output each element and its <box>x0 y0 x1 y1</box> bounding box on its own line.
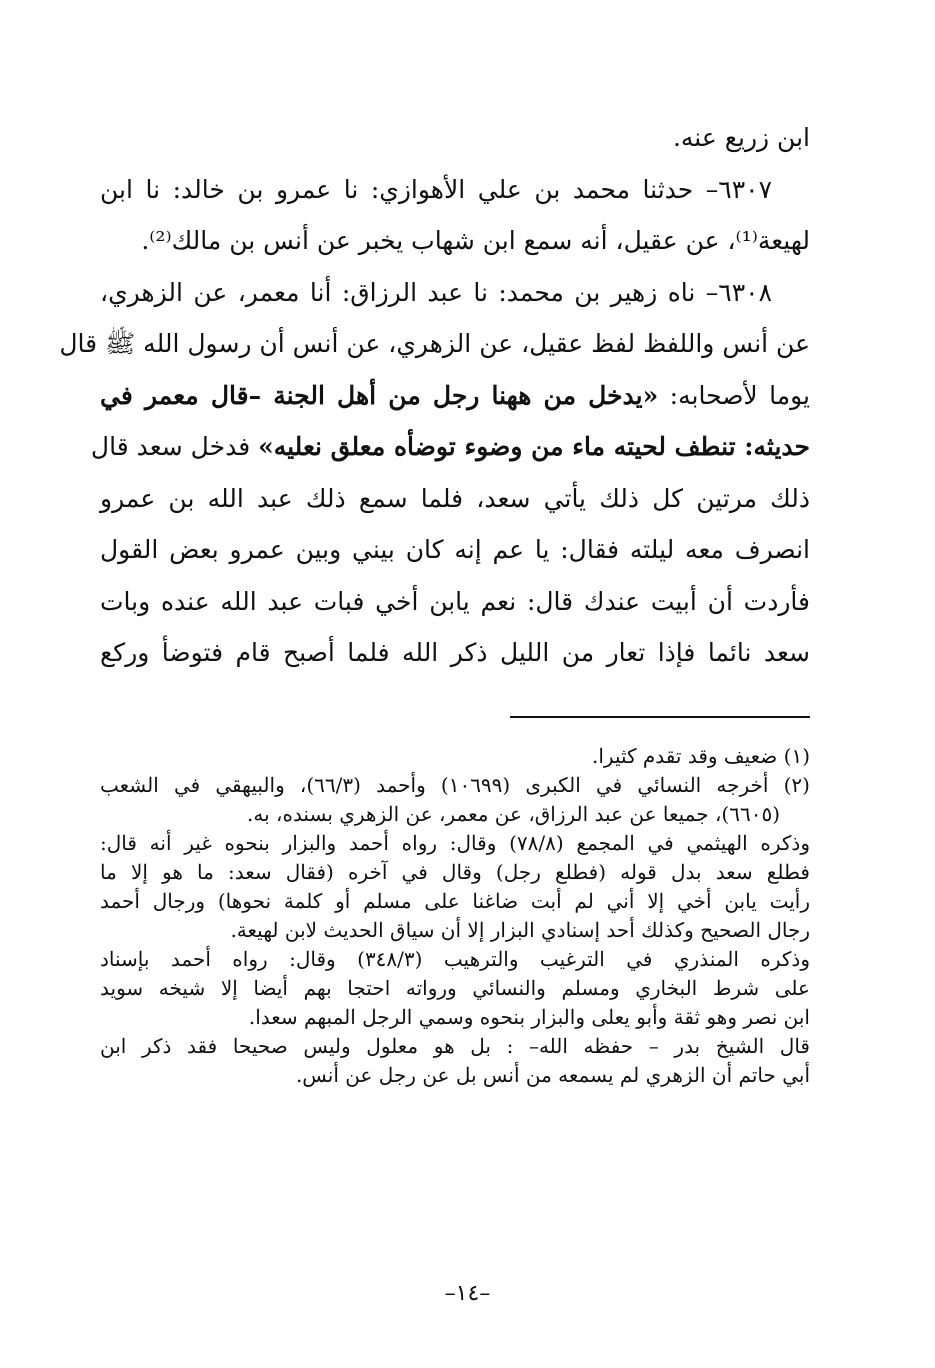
hadith-quote-bold: «يدخل من ههنا رجل من أهل الجنة –قال معمر في <box>100 380 659 410</box>
footnote-line: فطلع سعد بدل قوله (فطلع رجل) وقال في آخره (فقال سعد: ما هو إلا ما <box>100 860 810 884</box>
text-line: لهيعة⁽¹⁾، عن عقيل، أنه سمع ابن شهاب يخبر عن أنس بن مالك⁽²⁾. <box>141 226 810 255</box>
text-line <box>100 370 810 422</box>
footnote-line: رجال الصحيح وكذلك أحد إسنادي البزار إلا أن سياق الحديث لابن لهيعة. <box>230 918 810 942</box>
text-run: فدخل سعد قال <box>90 432 259 461</box>
text-line <box>90 421 810 473</box>
text-line: انصرف معه ليلته فقال: يا عم إنه كان بيني وبين عمرو بعض القول <box>100 535 810 564</box>
text-line: فأردت أن أبيت عندك قال: نعم يابن أخي فبات عبد الله عنده وبات <box>100 586 810 616</box>
hadith-6308-line: ٦٣٠٨– ناه زهير بن محمد: نا عبد الرزاق: أنا معمر، عن الزهري، <box>100 277 772 307</box>
text-line: سعد نائما فإذا تعار من الليل ذكر الله فلما أصبح قام فتوضأ وركع <box>100 638 810 667</box>
footnote-line: على شرط البخاري ومسلم والنسائي ورواته احتجا بهم أيضا إلا شيخه سويد <box>100 976 810 1000</box>
text-run: يوما لأصحابه: <box>658 380 810 410</box>
footnote-line: (٦٦٠٥)، جميعا عن عبد الرزاق، عن معمر، عن الزهري بسنده، به. <box>247 802 780 826</box>
footnote-line: ابن نصر وهو ثقة وأبو يعلى والبزار بنحوه وسمي الرجل المبهم سعدا. <box>248 1005 810 1029</box>
footnote-line: أبي حاتم أن الزهري لم يسمعه من أنس بل عن رجل عن أنس. <box>295 1063 810 1087</box>
text-line: ابن زريع عنه. <box>672 123 810 152</box>
text-line: ذلك مرتين كل ذلك يأتي سعد، فلما سمع ذلك عبد الله بن عمرو <box>100 483 810 513</box>
main-text <box>59 112 810 679</box>
hadith-quote-bold: حديثه: تنطف لحيته ماء من وضوء توضأه معلق نعليه» <box>258 432 810 461</box>
footnote-line: رأيت يابن أخي إلا أني لم أبت ضاغنا على مسلم أو كلمة نحوها) ورجال أحمد <box>100 889 810 913</box>
footnote-line: وذكره الهيثمي في المجمع (٧٨/٨) وقال: رواه أحمد والبزار بنحوه غير أنه قال: <box>100 831 810 855</box>
page-number: –١٤– <box>444 1281 491 1306</box>
footnote-line: قال الشيخ بدر – حفظه الله– : بل هو معلول وليس صحيحا فقد ذكر ابن <box>100 1034 810 1058</box>
text-line: عن أنس واللفظ لفظ عقيل، عن الزهري، عن أنس أن رسول الله ﷺ قال <box>59 329 810 358</box>
footnotes <box>100 742 810 1090</box>
footnote-separator <box>510 716 810 718</box>
hadith-6307-line: ٦٣٠٧– حدثنا محمد بن علي الأهوازي: نا عمرو بن خالد: نا ابن <box>100 174 772 204</box>
footnote-2: (٢) أخرجه النسائي في الكبرى (١٠٦٩٩) وأحمد (٦٦/٣)، والبيهقي في الشعب <box>100 773 810 797</box>
footnote-line: وذكره المنذري في الترغيب والترهيب (٣٤٨/٣) وقال: رواه أحمد بإسناد <box>100 947 810 971</box>
footnote-1: (١) ضعيف وقد تقدم كثيرا. <box>592 744 810 768</box>
